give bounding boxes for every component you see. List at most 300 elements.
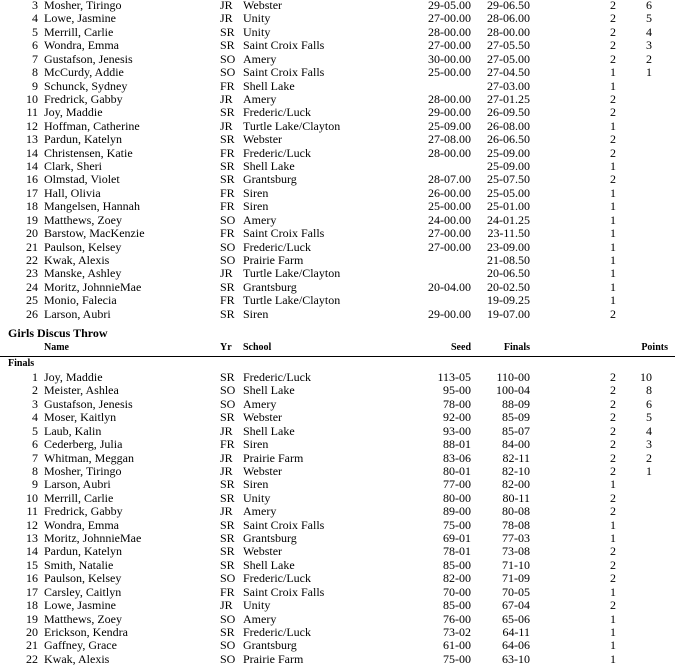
cell-heat: 2 xyxy=(610,557,616,572)
cell-place: 13 xyxy=(26,132,38,147)
cell-name: Olmstad, Violet xyxy=(44,172,120,187)
cell-seed: 28-00.00 xyxy=(428,24,471,39)
cell-seed: 29-05.00 xyxy=(428,0,471,12)
cell-seed: 75-00 xyxy=(443,651,471,666)
cell-school: Amery xyxy=(243,212,277,227)
cell-name: Wondra, Emma xyxy=(44,38,120,53)
result-row xyxy=(0,187,675,200)
cell-final: 71-10 xyxy=(502,557,530,572)
cell-heat: 1 xyxy=(610,199,616,214)
cell-heat: 1 xyxy=(610,118,616,133)
cell-school: Unity xyxy=(243,490,271,505)
cell-heat: 2 xyxy=(610,544,616,559)
round-label: Finals xyxy=(8,358,35,369)
cell-place: 10 xyxy=(26,490,38,505)
cell-name: Joy, Maddie xyxy=(44,105,103,120)
cell-place: 18 xyxy=(26,199,38,214)
cell-heat: 1 xyxy=(610,477,616,492)
cell-yr: SR xyxy=(220,410,235,425)
cell-heat: 1 xyxy=(610,517,616,532)
cell-school: Turtle Lake/Clayton xyxy=(243,293,341,308)
cell-heat: 2 xyxy=(610,571,616,586)
cell-yr: FR xyxy=(220,185,235,200)
cell-yr: SO xyxy=(220,651,236,666)
cell-final: 25-05.00 xyxy=(487,185,530,200)
cell-heat: 1 xyxy=(610,239,616,254)
result-row xyxy=(0,173,675,186)
cell-name: Erickson, Kendra xyxy=(44,624,128,639)
cell-place: 2 xyxy=(32,383,38,398)
cell-place: 12 xyxy=(26,517,38,532)
cell-yr: SR xyxy=(220,557,235,572)
cell-final: 24-01.25 xyxy=(487,212,530,227)
result-row xyxy=(0,519,675,532)
cell-final: 67-04 xyxy=(502,598,530,613)
cell-school: Shell Lake xyxy=(243,159,295,174)
result-row xyxy=(0,613,675,626)
cell-final: 85-07 xyxy=(502,423,530,438)
cell-name: Gaffney, Grace xyxy=(44,638,117,653)
cell-place: 20 xyxy=(26,624,38,639)
cell-seed: 89-00 xyxy=(443,504,471,519)
cell-place: 18 xyxy=(26,598,38,613)
cell-final: 27-04.50 xyxy=(487,65,530,80)
result-row xyxy=(0,478,675,491)
cell-heat: 2 xyxy=(610,463,616,478)
cell-name: Laub, Kalin xyxy=(44,423,102,438)
cell-school: Siren xyxy=(243,199,269,214)
cell-school: Grantsburg xyxy=(243,172,297,187)
result-row xyxy=(0,599,675,612)
cell-seed: 29-00.00 xyxy=(428,306,471,321)
cell-final: 20-06.50 xyxy=(487,266,530,281)
cell-final: 85-09 xyxy=(502,410,530,425)
result-row xyxy=(0,227,675,240)
header-name: Name xyxy=(44,342,69,353)
cell-heat: 2 xyxy=(610,306,616,321)
cell-yr: SR xyxy=(220,24,235,39)
cell-name: Smith, Natalie xyxy=(44,557,114,572)
cell-yr: SR xyxy=(220,279,235,294)
cell-place: 9 xyxy=(32,477,38,492)
cell-final: 82-10 xyxy=(502,463,530,478)
cell-name: Merrill, Carlie xyxy=(44,24,114,39)
cell-heat: 2 xyxy=(610,38,616,53)
cell-yr: JR xyxy=(220,598,233,613)
cell-heat: 2 xyxy=(610,51,616,66)
cell-school: Frederic/Luck xyxy=(243,105,311,120)
cell-final: 80-11 xyxy=(502,490,530,505)
cell-seed: 69-01 xyxy=(443,531,471,546)
results-header xyxy=(0,342,675,357)
cell-final: 19-07.00 xyxy=(487,306,530,321)
cell-yr: JR xyxy=(220,450,233,465)
cell-place: 26 xyxy=(26,306,38,321)
cell-name: Gustafson, Jenesis xyxy=(44,51,133,66)
result-row xyxy=(0,214,675,227)
cell-school: Saint Croix Falls xyxy=(243,226,325,241)
cell-school: Frederic/Luck xyxy=(243,370,311,384)
cell-final: 28-00.00 xyxy=(487,24,530,39)
cell-school: Turtle Lake/Clayton xyxy=(243,118,341,133)
cell-final: 19-09.25 xyxy=(487,293,530,308)
cell-yr: SR xyxy=(220,517,235,532)
cell-yr: SO xyxy=(220,252,236,267)
cell-school: Amery xyxy=(243,396,277,411)
cell-yr: SR xyxy=(220,624,235,639)
cell-school: Amery xyxy=(243,611,277,626)
result-row xyxy=(0,160,675,173)
cell-place: 5 xyxy=(32,423,38,438)
cell-name: Lowe, Jasmine xyxy=(44,598,116,613)
cell-name: Joy, Maddie xyxy=(44,370,103,384)
cell-place: 21 xyxy=(26,239,38,254)
cell-name: Larson, Aubri xyxy=(44,477,111,492)
cell-name: Fredrick, Gabby xyxy=(44,504,123,519)
result-row xyxy=(0,398,675,411)
cell-school: Saint Croix Falls xyxy=(243,517,325,532)
result-row xyxy=(0,26,675,39)
cell-name: Moritz, JohnnieMae xyxy=(44,531,142,546)
cell-school: Saint Croix Falls xyxy=(243,38,325,53)
cell-seed: 20-04.00 xyxy=(428,279,471,294)
cell-seed: 25-00.00 xyxy=(428,199,471,214)
result-row xyxy=(0,438,675,451)
cell-heat: 2 xyxy=(610,383,616,398)
cell-school: Prairie Farm xyxy=(243,252,304,267)
cell-yr: SR xyxy=(220,105,235,120)
cell-yr: SO xyxy=(220,383,236,398)
cell-place: 4 xyxy=(32,410,38,425)
cell-place: 17 xyxy=(26,185,38,200)
cell-heat: 1 xyxy=(610,279,616,294)
cell-name: Moritz, JohnnieMae xyxy=(44,279,142,294)
cell-seed: 78-01 xyxy=(443,544,471,559)
cell-points: 3 xyxy=(646,437,652,452)
result-row xyxy=(0,586,675,599)
result-row xyxy=(0,80,675,93)
cell-heat: 2 xyxy=(610,105,616,120)
cell-place: 9 xyxy=(32,78,38,93)
cell-heat: 2 xyxy=(610,423,616,438)
cell-name: Christensen, Katie xyxy=(44,145,133,160)
cell-seed: 25-00.00 xyxy=(428,65,471,80)
cell-school: Siren xyxy=(243,477,269,492)
cell-name: Hall, Olivia xyxy=(44,185,101,200)
cell-points: 1 xyxy=(646,463,652,478)
cell-seed: 25-09.00 xyxy=(428,118,471,133)
cell-school: Prairie Farm xyxy=(243,651,304,666)
cell-heat: 2 xyxy=(610,437,616,452)
cell-name: Lowe, Jasmine xyxy=(44,11,116,26)
cell-yr: SR xyxy=(220,306,235,321)
result-row xyxy=(0,384,675,397)
cell-place: 4 xyxy=(32,11,38,26)
cell-yr: JR xyxy=(220,423,233,438)
result-row xyxy=(0,133,675,146)
result-row xyxy=(0,545,675,558)
cell-final: 25-07.50 xyxy=(487,172,530,187)
cell-school: Webster xyxy=(243,0,283,12)
cell-seed: 85-00 xyxy=(443,598,471,613)
cell-place: 22 xyxy=(26,651,38,666)
cell-seed: 76-00 xyxy=(443,611,471,626)
cell-yr: JR xyxy=(220,91,233,106)
cell-final: 71-09 xyxy=(502,571,530,586)
cell-heat: 2 xyxy=(610,396,616,411)
cell-name: Manske, Ashley xyxy=(44,266,122,281)
cell-school: Siren xyxy=(243,306,269,321)
cell-yr: FR xyxy=(220,226,235,241)
cell-name: Merrill, Carlie xyxy=(44,490,114,505)
cell-seed: 83-06 xyxy=(443,450,471,465)
cell-points: 2 xyxy=(646,450,652,465)
cell-seed: 113-05 xyxy=(437,370,471,384)
result-row xyxy=(0,639,675,652)
cell-school: Grantsburg xyxy=(243,279,297,294)
cell-school: Shell Lake xyxy=(243,423,295,438)
cell-points: 6 xyxy=(646,396,652,411)
cell-name: Larson, Aubri xyxy=(44,306,111,321)
cell-heat: 2 xyxy=(610,24,616,39)
cell-school: Webster xyxy=(243,132,283,147)
cell-school: Grantsburg xyxy=(243,531,297,546)
cell-heat: 2 xyxy=(610,490,616,505)
header-seed: Seed xyxy=(451,342,471,353)
result-row xyxy=(0,93,675,106)
cell-yr: FR xyxy=(220,437,235,452)
cell-seed: 80-01 xyxy=(443,463,471,478)
cell-seed: 73-02 xyxy=(443,624,471,639)
cell-school: Siren xyxy=(243,437,269,452)
cell-points: 4 xyxy=(646,24,652,39)
cell-points: 10 xyxy=(640,370,652,384)
result-row xyxy=(0,425,675,438)
cell-school: Grantsburg xyxy=(243,638,297,653)
cell-name: Paulson, Kelsey xyxy=(44,571,122,586)
cell-name: Pardun, Katelyn xyxy=(44,132,122,147)
cell-place: 5 xyxy=(32,24,38,39)
cell-place: 12 xyxy=(26,118,38,133)
cell-seed: 77-00 xyxy=(443,477,471,492)
cell-place: 14 xyxy=(26,145,38,160)
cell-heat: 1 xyxy=(610,531,616,546)
cell-seed: 24-00.00 xyxy=(428,212,471,227)
cell-seed: 61-00 xyxy=(443,638,471,653)
cell-seed: 27-08.00 xyxy=(428,132,471,147)
cell-seed: 78-00 xyxy=(443,396,471,411)
cell-heat: 1 xyxy=(610,65,616,80)
cell-place: 15 xyxy=(26,557,38,572)
header-finals: Finals xyxy=(503,342,530,353)
cell-place: 16 xyxy=(26,571,38,586)
cell-place: 14 xyxy=(26,544,38,559)
result-row xyxy=(0,653,675,666)
cell-final: 26-09.50 xyxy=(487,105,530,120)
cell-heat: 2 xyxy=(610,132,616,147)
cell-school: Amery xyxy=(243,91,277,106)
cell-school: Webster xyxy=(243,463,283,478)
cell-name: Wondra, Emma xyxy=(44,517,120,532)
result-row xyxy=(0,53,675,66)
cell-place: 1 xyxy=(32,370,38,384)
cell-points: 5 xyxy=(646,410,652,425)
cell-seed: 88-01 xyxy=(443,437,471,452)
cell-final: 78-08 xyxy=(502,517,530,532)
cell-heat: 2 xyxy=(610,410,616,425)
cell-final: 27-05.00 xyxy=(487,51,530,66)
cell-seed: 93-00 xyxy=(443,423,471,438)
cell-final: 25-09.00 xyxy=(487,159,530,174)
cell-yr: SO xyxy=(220,571,236,586)
cell-place: 13 xyxy=(26,531,38,546)
result-row xyxy=(0,452,675,465)
cell-yr: FR xyxy=(220,78,235,93)
cell-final: 23-09.00 xyxy=(487,239,530,254)
cell-heat: 2 xyxy=(610,504,616,519)
cell-school: Turtle Lake/Clayton xyxy=(243,266,341,281)
result-row xyxy=(0,200,675,213)
cell-place: 20 xyxy=(26,226,38,241)
cell-name: Barstow, MacKenzie xyxy=(44,226,145,241)
result-row xyxy=(0,572,675,585)
cell-heat: 2 xyxy=(610,145,616,160)
cell-heat: 1 xyxy=(610,226,616,241)
cell-yr: SO xyxy=(220,239,236,254)
cell-school: Webster xyxy=(243,410,283,425)
result-row xyxy=(0,254,675,267)
cell-heat: 2 xyxy=(610,11,616,26)
cell-final: 84-00 xyxy=(502,437,530,452)
cell-name: Paulson, Kelsey xyxy=(44,239,122,254)
cell-final: 77-03 xyxy=(502,531,530,546)
cell-heat: 2 xyxy=(610,91,616,106)
event-title: Girls Discus Throw xyxy=(8,326,108,340)
cell-school: Amery xyxy=(243,51,277,66)
cell-heat: 1 xyxy=(610,266,616,281)
cell-name: Matthews, Zoey xyxy=(44,611,122,626)
cell-yr: SO xyxy=(220,638,236,653)
cell-heat: 1 xyxy=(610,252,616,267)
cell-points: 1 xyxy=(646,65,652,80)
cell-place: 22 xyxy=(26,252,38,267)
cell-place: 3 xyxy=(32,396,38,411)
cell-school: Unity xyxy=(243,598,271,613)
cell-school: Prairie Farm xyxy=(243,450,304,465)
cell-place: 25 xyxy=(26,293,38,308)
cell-place: 16 xyxy=(26,172,38,187)
cell-heat: 1 xyxy=(610,584,616,599)
result-row xyxy=(0,532,675,545)
cell-name: Mosher, Tiringo xyxy=(44,0,122,12)
cell-place: 7 xyxy=(32,450,38,465)
cell-name: Hoffman, Catherine xyxy=(44,118,140,133)
cell-points: 6 xyxy=(646,0,652,12)
cell-name: Meister, Ashlea xyxy=(44,383,119,398)
cell-heat: 2 xyxy=(610,0,616,12)
cell-heat: 1 xyxy=(610,293,616,308)
cell-seed: 28-00.00 xyxy=(428,91,471,106)
result-row xyxy=(0,559,675,572)
cell-yr: SR xyxy=(220,132,235,147)
cell-seed: 75-00 xyxy=(443,517,471,532)
cell-place: 6 xyxy=(32,38,38,53)
cell-seed: 30-00.00 xyxy=(428,51,471,66)
cell-school: Frederic/Luck xyxy=(243,145,311,160)
cell-final: 63-10 xyxy=(502,651,530,666)
cell-name: Gustafson, Jenesis xyxy=(44,396,133,411)
cell-place: 8 xyxy=(32,65,38,80)
cell-heat: 1 xyxy=(610,611,616,626)
cell-school: Shell Lake xyxy=(243,557,295,572)
cell-yr: FR xyxy=(220,199,235,214)
cell-points: 8 xyxy=(646,383,652,398)
cell-heat: 1 xyxy=(610,159,616,174)
cell-heat: 1 xyxy=(610,624,616,639)
cell-final: 27-05.50 xyxy=(487,38,530,53)
cell-place: 8 xyxy=(32,463,38,478)
cell-final: 29-06.50 xyxy=(487,0,530,12)
cell-yr: SR xyxy=(220,38,235,53)
cell-place: 23 xyxy=(26,266,38,281)
cell-school: Frederic/Luck xyxy=(243,571,311,586)
result-row xyxy=(0,120,675,133)
cell-place: 24 xyxy=(26,279,38,294)
cell-points: 3 xyxy=(646,38,652,53)
cell-place: 11 xyxy=(26,504,38,519)
cell-seed: 85-00 xyxy=(443,557,471,572)
cell-seed: 70-00 xyxy=(443,584,471,599)
cell-name: Mangelsen, Hannah xyxy=(44,199,140,214)
cell-yr: FR xyxy=(220,293,235,308)
cell-seed: 27-00.00 xyxy=(428,38,471,53)
result-row xyxy=(0,371,675,384)
cell-final: 80-08 xyxy=(502,504,530,519)
header-points: Points xyxy=(641,342,668,353)
result-row xyxy=(0,465,675,478)
cell-place: 21 xyxy=(26,638,38,653)
cell-place: 6 xyxy=(32,437,38,452)
cell-name: Whitman, Meggan xyxy=(44,450,134,465)
cell-yr: JR xyxy=(220,0,233,12)
cell-final: 26-08.00 xyxy=(487,118,530,133)
cell-name: Cederberg, Julia xyxy=(44,437,123,452)
cell-school: Shell Lake xyxy=(243,383,295,398)
cell-yr: SR xyxy=(220,370,235,384)
cell-seed: 92-00 xyxy=(443,410,471,425)
cell-yr: JR xyxy=(220,118,233,133)
cell-name: Clark, Sheri xyxy=(44,159,102,174)
cell-final: 82-11 xyxy=(502,450,530,465)
cell-place: 19 xyxy=(26,611,38,626)
cell-school: Unity xyxy=(243,11,271,26)
cell-yr: SR xyxy=(220,490,235,505)
cell-yr: SO xyxy=(220,65,236,80)
cell-final: 88-09 xyxy=(502,396,530,411)
cell-name: Mosher, Tiringo xyxy=(44,463,122,478)
cell-name: Kwak, Alexis xyxy=(44,252,110,267)
header-school: School xyxy=(243,342,272,353)
cell-yr: FR xyxy=(220,584,235,599)
cell-yr: JR xyxy=(220,504,233,519)
cell-yr: FR xyxy=(220,145,235,160)
result-row xyxy=(0,106,675,119)
cell-final: 25-01.00 xyxy=(487,199,530,214)
cell-school: Saint Croix Falls xyxy=(243,65,325,80)
cell-seed: 27-00.00 xyxy=(428,11,471,26)
cell-school: Frederic/Luck xyxy=(243,624,311,639)
cell-seed: 27-00.00 xyxy=(428,226,471,241)
